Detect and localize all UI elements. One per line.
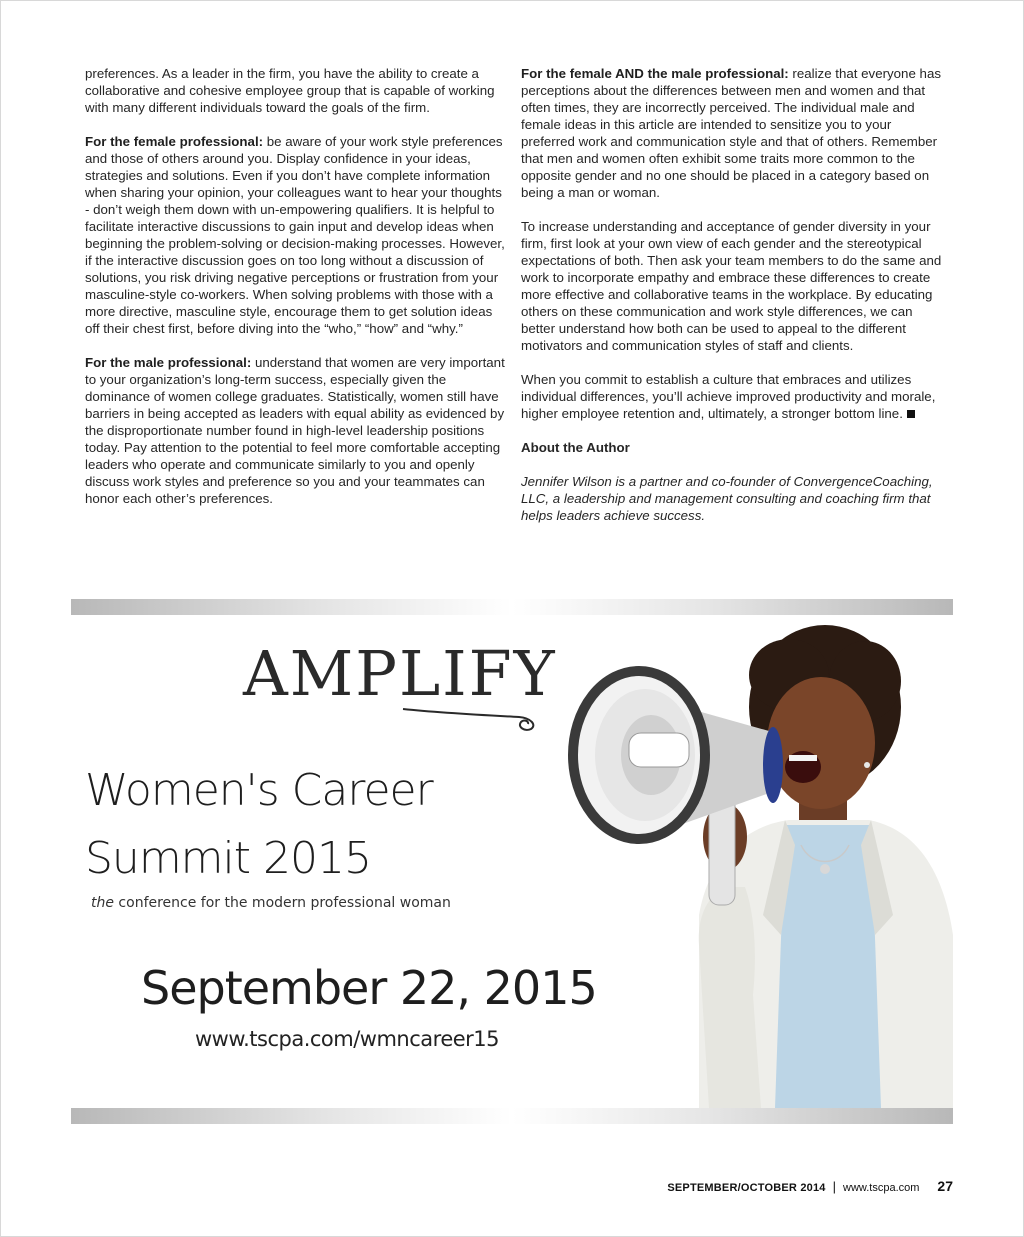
page-footer [667,1178,953,1194]
article-right-column [521,65,946,541]
paragraph-body: understand that women are very important to your organization’s long-term success, especially given the dominance of women college graduates. Statistically, women still have barriers in being accepted as leaders with equal ability as evidenced by the disproportionate number found in high-level leadership positions today. Pay attention to the potential to feel more comfortable accepting leaders who operate and communicate similarly to you and openly discuss work styles and preference so you and your teammates can honor each other’s preferences. [85,355,505,506]
paragraph [521,371,946,422]
footer-separator: | [832,1179,836,1194]
ad-top-divider-bar [71,599,953,615]
paragraph-lead: For the male professional: [85,355,252,370]
paragraph [521,65,946,201]
paragraph-body: realize that everyone has perceptions about the differences between men and women and that often times, they are incorrectly perceived. The individual male and female ideas in this article are intended to sensitize you to your preferred work and communication style and that of others. Remember that men and women often exhibit some traits more common to the opposite gender and no one should be placed in a category based on being a man or woman. [521,66,941,200]
paragraph [85,133,505,337]
about-author-body: Jennifer Wilson is a partner and co-founder of ConvergenceCoaching, LLC, a leadership and management consulting and coaching firm that helps leaders achieve success. [521,474,933,523]
paragraph-lead: For the female professional: [85,134,264,149]
summit-advertisement [71,615,953,1108]
summit-title-line1: Women's Career [85,765,433,816]
woman-with-megaphone-photo [549,615,953,1108]
amplify-logo: AMPLIFY [243,637,557,710]
summit-title-line2: Summit 2015 [85,833,371,884]
about-author-heading: About the Author [521,440,630,455]
logo-swash-icon [401,703,551,733]
end-of-article-square-icon [907,410,915,418]
page-number: 27 [937,1178,953,1194]
footer-url[interactable]: www.tscpa.com [843,1182,920,1194]
summit-url: www.tscpa.com/wmncareer15 [195,1027,500,1051]
paragraph: preferences. As a leader in the firm, you have the ability to create a collaborative and cohesive employee group that is capable of working with many different individuals toward the goals of the firm. [85,66,495,115]
tagline-rest: conference for the modern professional woman [113,895,451,911]
paragraph [85,354,505,507]
paragraph-body: When you commit to establish a culture that embraces and utilizes individual differences, you’ll achieve improved productivity and morale, higher employee retention and, ultimately, a stronger bottom line. [521,372,936,421]
ad-bottom-divider-bar [71,1108,953,1124]
summit-tagline [91,895,451,911]
footer-issue: SEPTEMBER/OCTOBER 2014 [667,1182,826,1194]
tagline-italic: the [91,895,114,911]
paragraph-lead: For the female AND the male professional: [521,66,789,81]
article-left-column [85,65,505,524]
summit-date: September 22, 2015 [141,961,597,1015]
paragraph-body: be aware of your work style preferences and those of others around you. Display confidence in your ideas, strategies and solutions. Even if you don’t have complete information when sharing your opinion, your colleagues want to hear your thoughts - don’t weigh them down with un-empowering qualifiers. It is helpful to facilitate interactive discussions to gain input and develop ideas when beginning the problem-solving or decision-making processes. However, if the interactive discussion goes on too long without a discussion of solutions, you risk driving negative perceptions or frustration from your masculine-style co-workers. When solving problems with those with a more directive, masculine style, encourage them to get solution ideas off their chest first, before diving into the “who,” “how” and “why.” [85,134,505,336]
paragraph: To increase understanding and acceptance of gender diversity in your firm, first look at your own view of each gender and the stereotypical expectations of both. Then ask your team members to do the same and work to incorporate empathy and embrace these differences to create more effective and collaborative teams in the workplace. By educating others on these communication and work style differences, we can better understand how both can be used to appeal to the different motivators and communication styles of staff and clients. [521,219,942,353]
